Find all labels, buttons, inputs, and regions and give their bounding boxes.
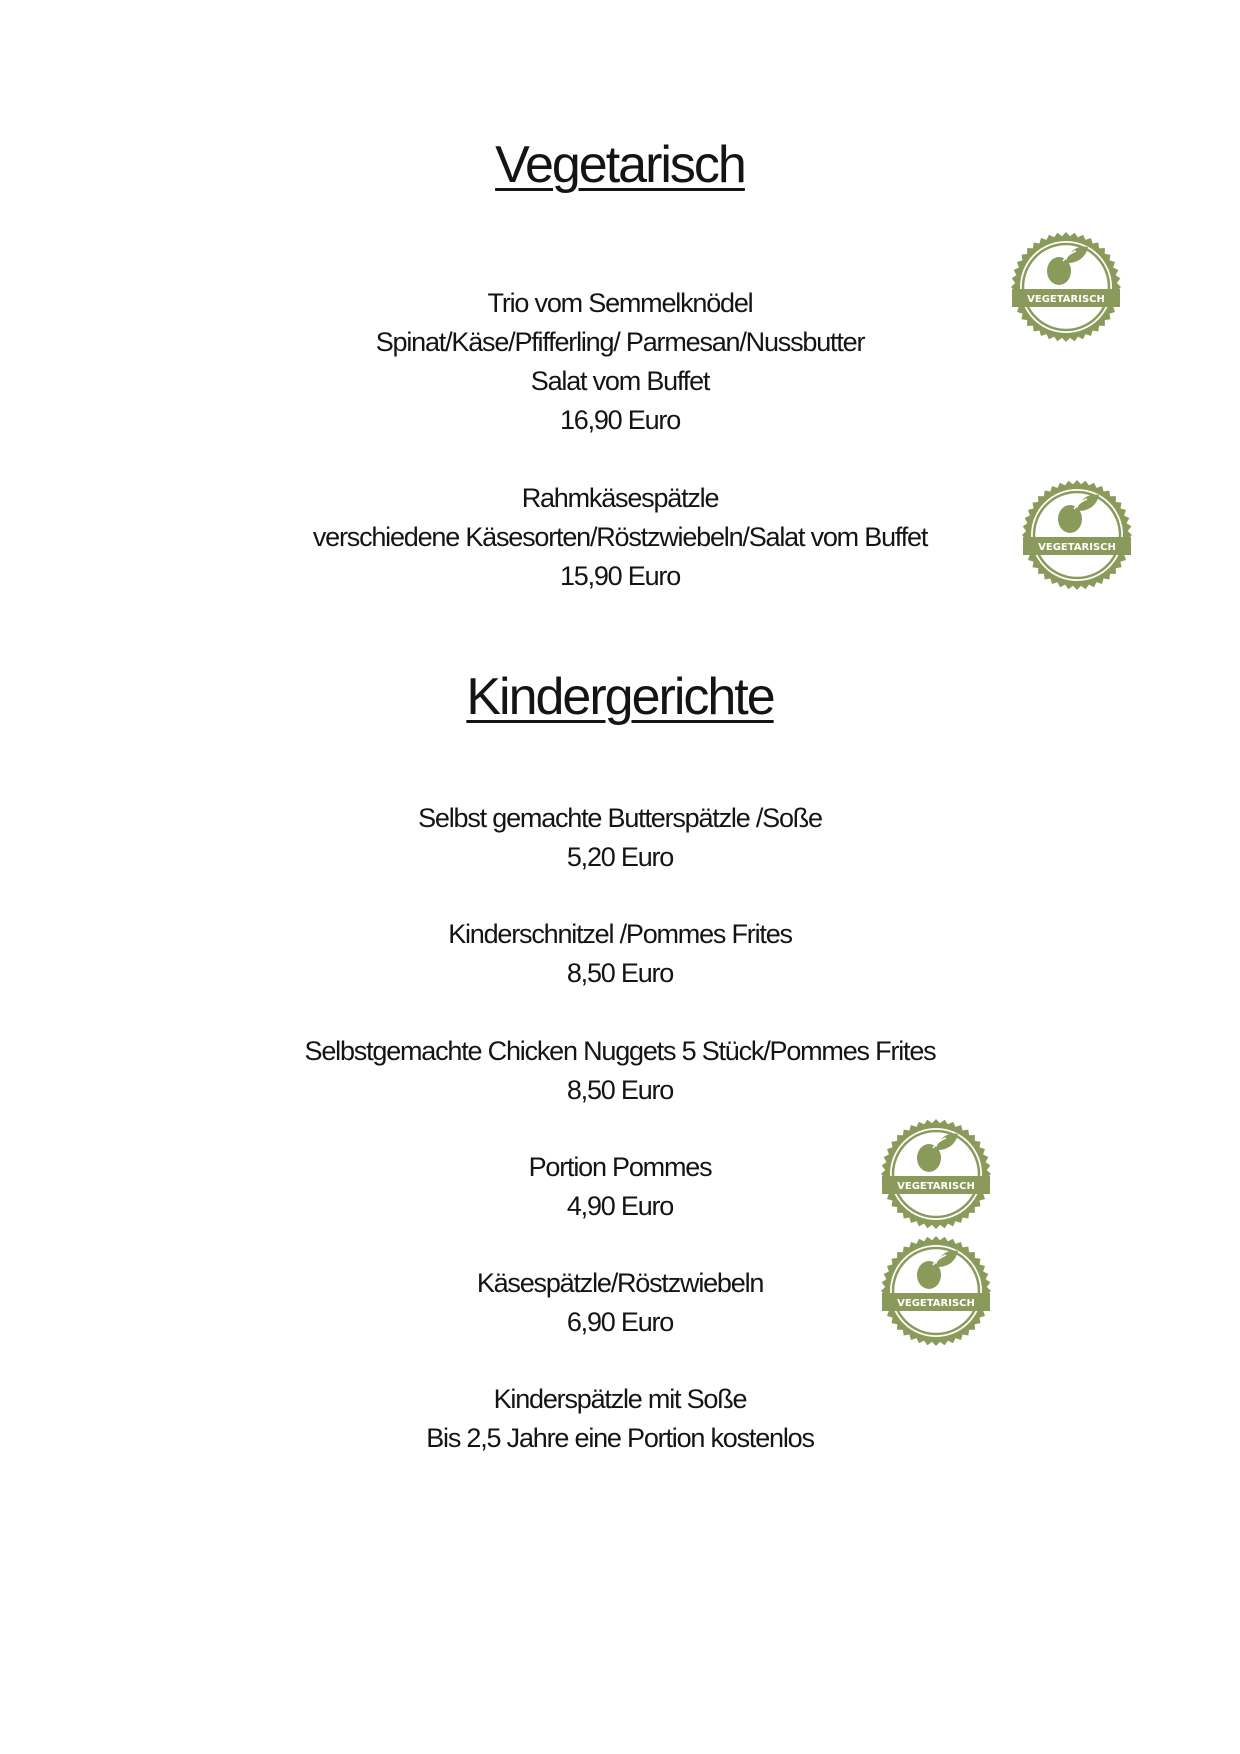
dish-name: Käsespätzle/Röstzwiebeln [476,1268,764,1298]
vegetarian-badge [1021,479,1133,591]
dish-description: verschiedene Käsesorten/Röstzwiebeln/Salat vom Buffet [312,522,928,552]
dish-price: 8,50 Euro [566,1075,674,1105]
menu-item [0,799,1240,877]
dish-name: Selbst gemachte Butterspätzle /Soße [418,803,822,833]
dish-side: Salat vom Buffet [530,366,710,396]
dish-name: Selbstgemachte Chicken Nuggets 5 Stück/Pommes Frites [304,1036,936,1066]
dish-price: 8,50 Euro [566,958,674,988]
vegetarian-badge [880,1235,992,1347]
dish-price: 16,90 Euro [559,405,681,435]
section-title-vegetarisch: Vegetarisch [495,136,745,194]
section-title-kindergerichte: Kindergerichte [466,668,774,726]
dish-name: Portion Pommes [528,1152,712,1182]
dish-price: 5,20 Euro [566,842,674,872]
vegetarian-badge [880,1118,992,1230]
svg-text:VEGETARISCH: VEGETARISCH [1038,542,1116,553]
dish-name: Trio vom Semmelknödel [487,288,753,318]
svg-text:VEGETARISCH: VEGETARISCH [1027,294,1105,305]
menu-item [0,1032,1240,1110]
dish-name: Kinderspätzle mit Soße [493,1384,747,1414]
menu-item [0,915,1240,993]
dish-name: Kinderschnitzel /Pommes Frites [448,919,792,949]
menu-item [0,1148,1240,1226]
menu-item [0,1264,1240,1342]
dish-note: Bis 2,5 Jahre eine Portion kostenlos [426,1423,814,1453]
vegetarian-badge [1010,231,1122,343]
menu-item [0,1380,1240,1458]
dish-name: Rahmkäsespätzle [521,483,719,513]
svg-text:VEGETARISCH: VEGETARISCH [897,1298,975,1309]
dish-price: 15,90 Euro [559,561,681,591]
svg-text:VEGETARISCH: VEGETARISCH [897,1181,975,1192]
dish-price: 6,90 Euro [566,1307,674,1337]
dish-description: Spinat/Käse/Pfifferling/ Parmesan/Nussbutter [375,327,865,357]
dish-price: 4,90 Euro [566,1191,674,1221]
